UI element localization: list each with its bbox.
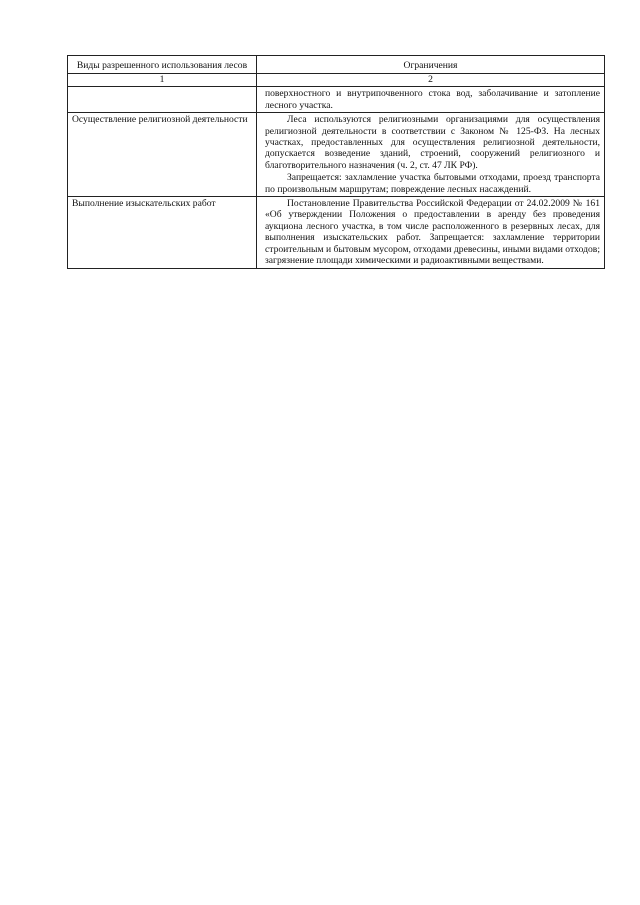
- header-usage-types: Виды разрешенного использования лесов: [68, 56, 257, 74]
- column-number-2: 2: [257, 74, 605, 87]
- usage-type-cell: Выполнение изыскательских работ: [68, 197, 257, 268]
- restriction-paragraph: поверхностного и внутрипочвенного стока вод, заболачивание и затопление лесного участка.: [265, 88, 600, 111]
- restriction-cell: [257, 87, 605, 113]
- restriction-paragraph: Леса используются религиозными организациями для осуществления религиозной деятельности в соответствии с Законом № 125-ФЗ. На лесных участках, предоставленных для осуществления религиозной деятельности, допускается возведение зданий, строений, сооружений религиозного и благотворительного назначения (ч. 2, ст. 47 ЛК РФ).: [265, 114, 600, 171]
- table-header-row: [68, 56, 605, 74]
- restriction-cell: [257, 113, 605, 197]
- header-restrictions: Ограничения: [257, 56, 605, 74]
- restrictions-table: [67, 55, 605, 269]
- table-row: [68, 87, 605, 113]
- restriction-cell: [257, 197, 605, 268]
- table-row: [68, 197, 605, 268]
- column-number-1: 1: [68, 74, 257, 87]
- usage-type-cell: Осуществление религиозной деятельности: [68, 113, 257, 197]
- restriction-paragraph: Постановление Правительства Российской Федерации от 24.02.2009 № 161 «Об утверждении Положения о предоставлении в аренду без проведения аукциона лесного участка, в том числе расположенного в резервных лесах, для выполнения изыскательских работ. Запрещается: захламление территории строительным и бытовым мусором, отходами древесины, иными видами отходов; загрязнение площади химическими и радиоактивными веществами.: [265, 198, 600, 267]
- restriction-paragraph: Запрещается: захламление участка бытовыми отходами, проезд транспорта по произвольным маршрутам; повреждение лесных насаждений.: [265, 172, 600, 195]
- usage-type-cell: [68, 87, 257, 113]
- table-row: [68, 113, 605, 197]
- column-number-row: [68, 74, 605, 87]
